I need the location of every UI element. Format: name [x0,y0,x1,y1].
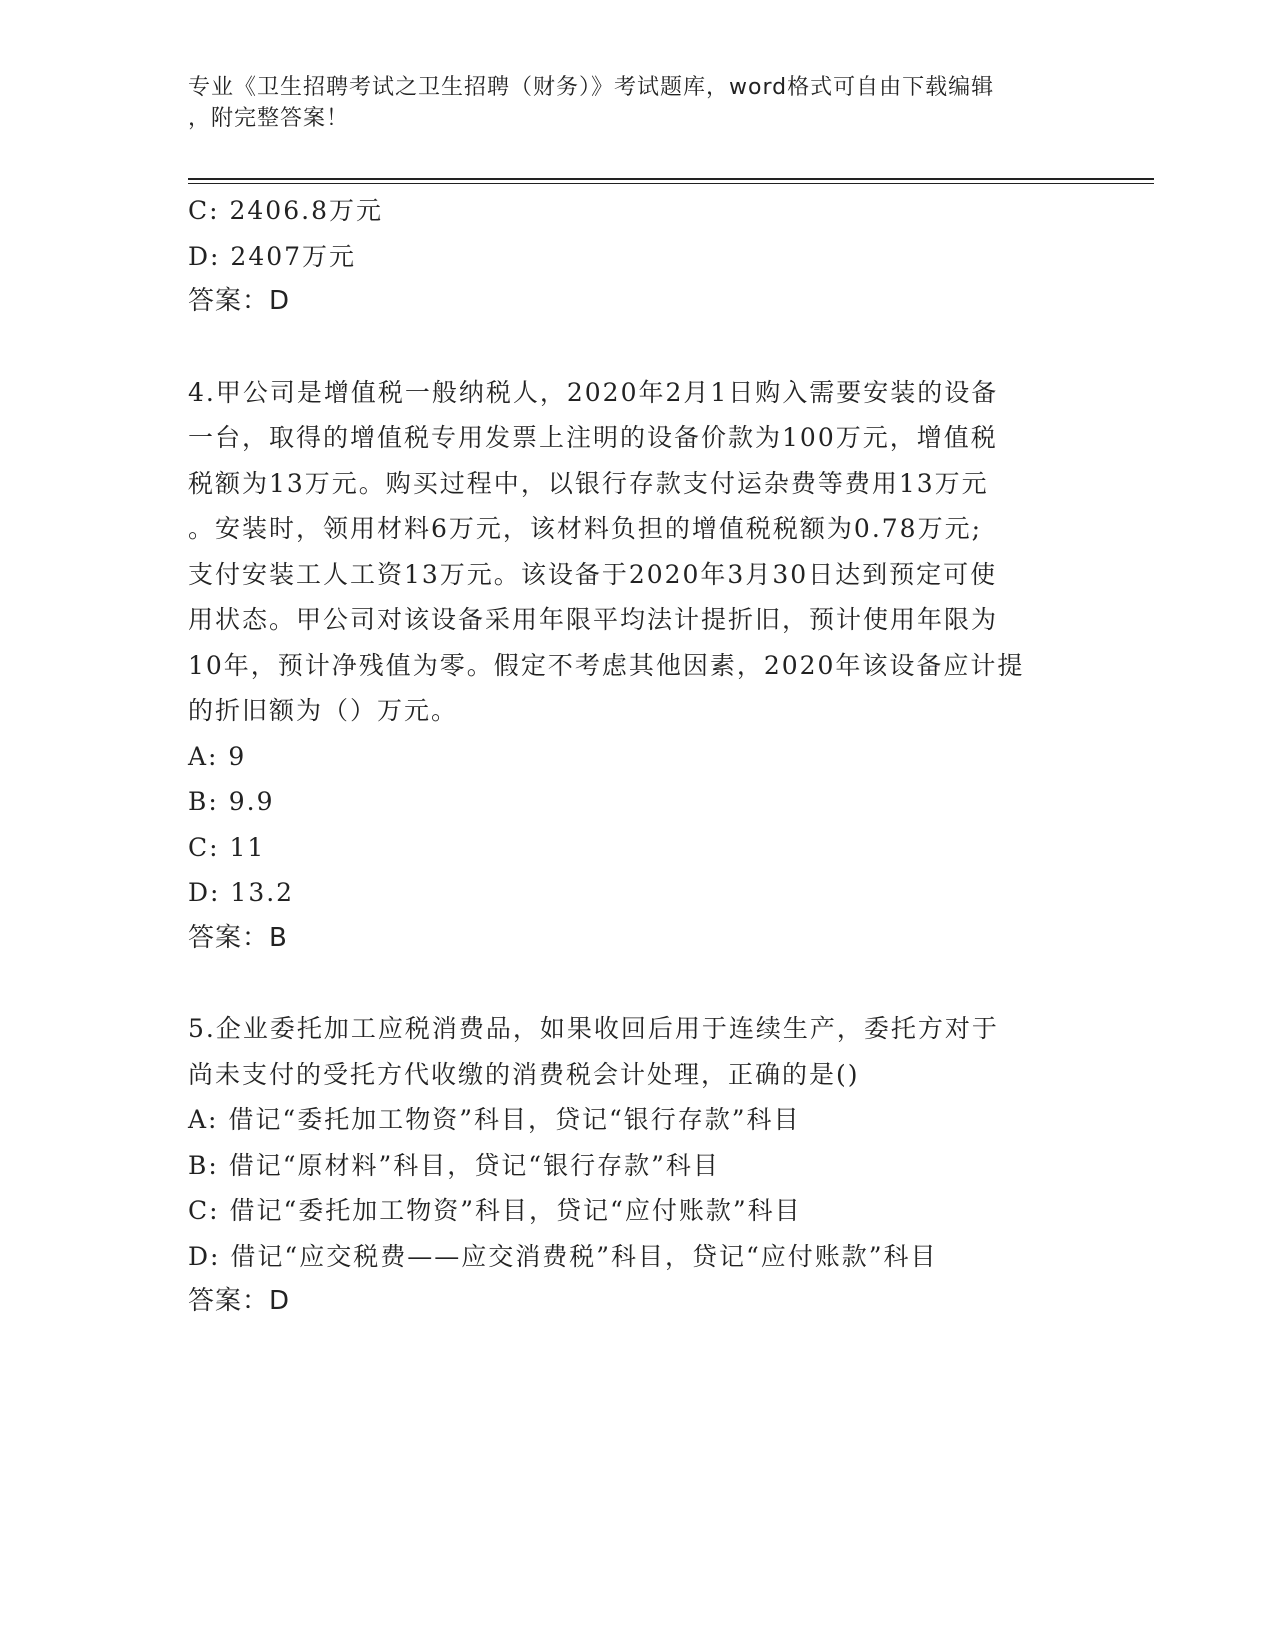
question-4-block [188,370,1088,962]
question-4-stem-line: 一台，取得的增值税专用发票上注明的设备价款为100万元，增值税 [188,423,998,452]
question-4-stem-line: 4.甲公司是增值税一般纳税人，2020年2月1日购入需要安装的设备 [188,377,999,407]
option-a: A: 借记“委托加工物资”科目，贷记“银行存款”科目 [188,1105,801,1134]
option-c: C: 借记“委托加工物资”科目，贷记“应付账款”科目 [188,1196,802,1225]
answer-line: 答案：B [188,922,288,953]
header-rule-thick [188,178,1154,180]
header-rule-thin [188,183,1154,184]
question-4-stem-line: 税额为13万元。购买过程中，以银行存款支付运杂费等费用13万元 [188,468,989,498]
header-line-2: ，附完整答案！ [188,106,350,131]
option-a: A: 9 [188,741,247,771]
document-body [188,188,1088,1325]
option-d: D: 2407万元 [188,241,357,271]
question-4-stem-line: 10年，预计净残值为零。假定不考虑其他因素，2020年该设备应计提 [188,650,1025,680]
option-d: D: 13.2 [188,878,295,907]
spacer [188,961,1088,1006]
question-4-stem-line: 用状态。甲公司对该设备采用年限平均法计提折旧，预计使用年限为 [188,605,999,634]
document-header [188,72,1088,134]
option-c: C: 2406.8万元 [188,196,383,225]
question-4-stem-line: 的折旧额为（）万元。 [188,696,459,725]
question-5-stem-line: 尚未支付的受托方代收缴的消费税会计处理，正确的是() [188,1059,860,1089]
question-5-block [188,1006,1088,1325]
option-b: B: 借记“原材料”科目，贷记“银行存款”科目 [188,1150,720,1180]
prev-question-block [188,188,1088,325]
question-5-stem-line: 5.企业委托加工应税消费品，如果收回后用于连续生产，委托方对于 [188,1014,999,1043]
option-d: D: 借记“应交税费——应交消费税”科目，贷记“应付账款”科目 [188,1241,938,1271]
spacer [188,325,1088,370]
question-4-stem-line: 。安装时，领用材料6万元，该材料负担的增值税税额为0.78万元; [188,514,982,543]
option-c: C: 11 [188,832,266,862]
header-line-1: 专业《卫生招聘考试之卫生招聘（财务）》考试题库，word格式可自由下载编辑 [188,75,995,100]
answer-line: 答案：D [188,286,291,316]
answer-line: 答案：D [188,1286,291,1316]
question-4-stem-line: 支付安装工人工资13万元。该设备于2020年3月30日达到预定可使 [188,559,998,589]
option-b: B: 9.9 [188,787,275,816]
